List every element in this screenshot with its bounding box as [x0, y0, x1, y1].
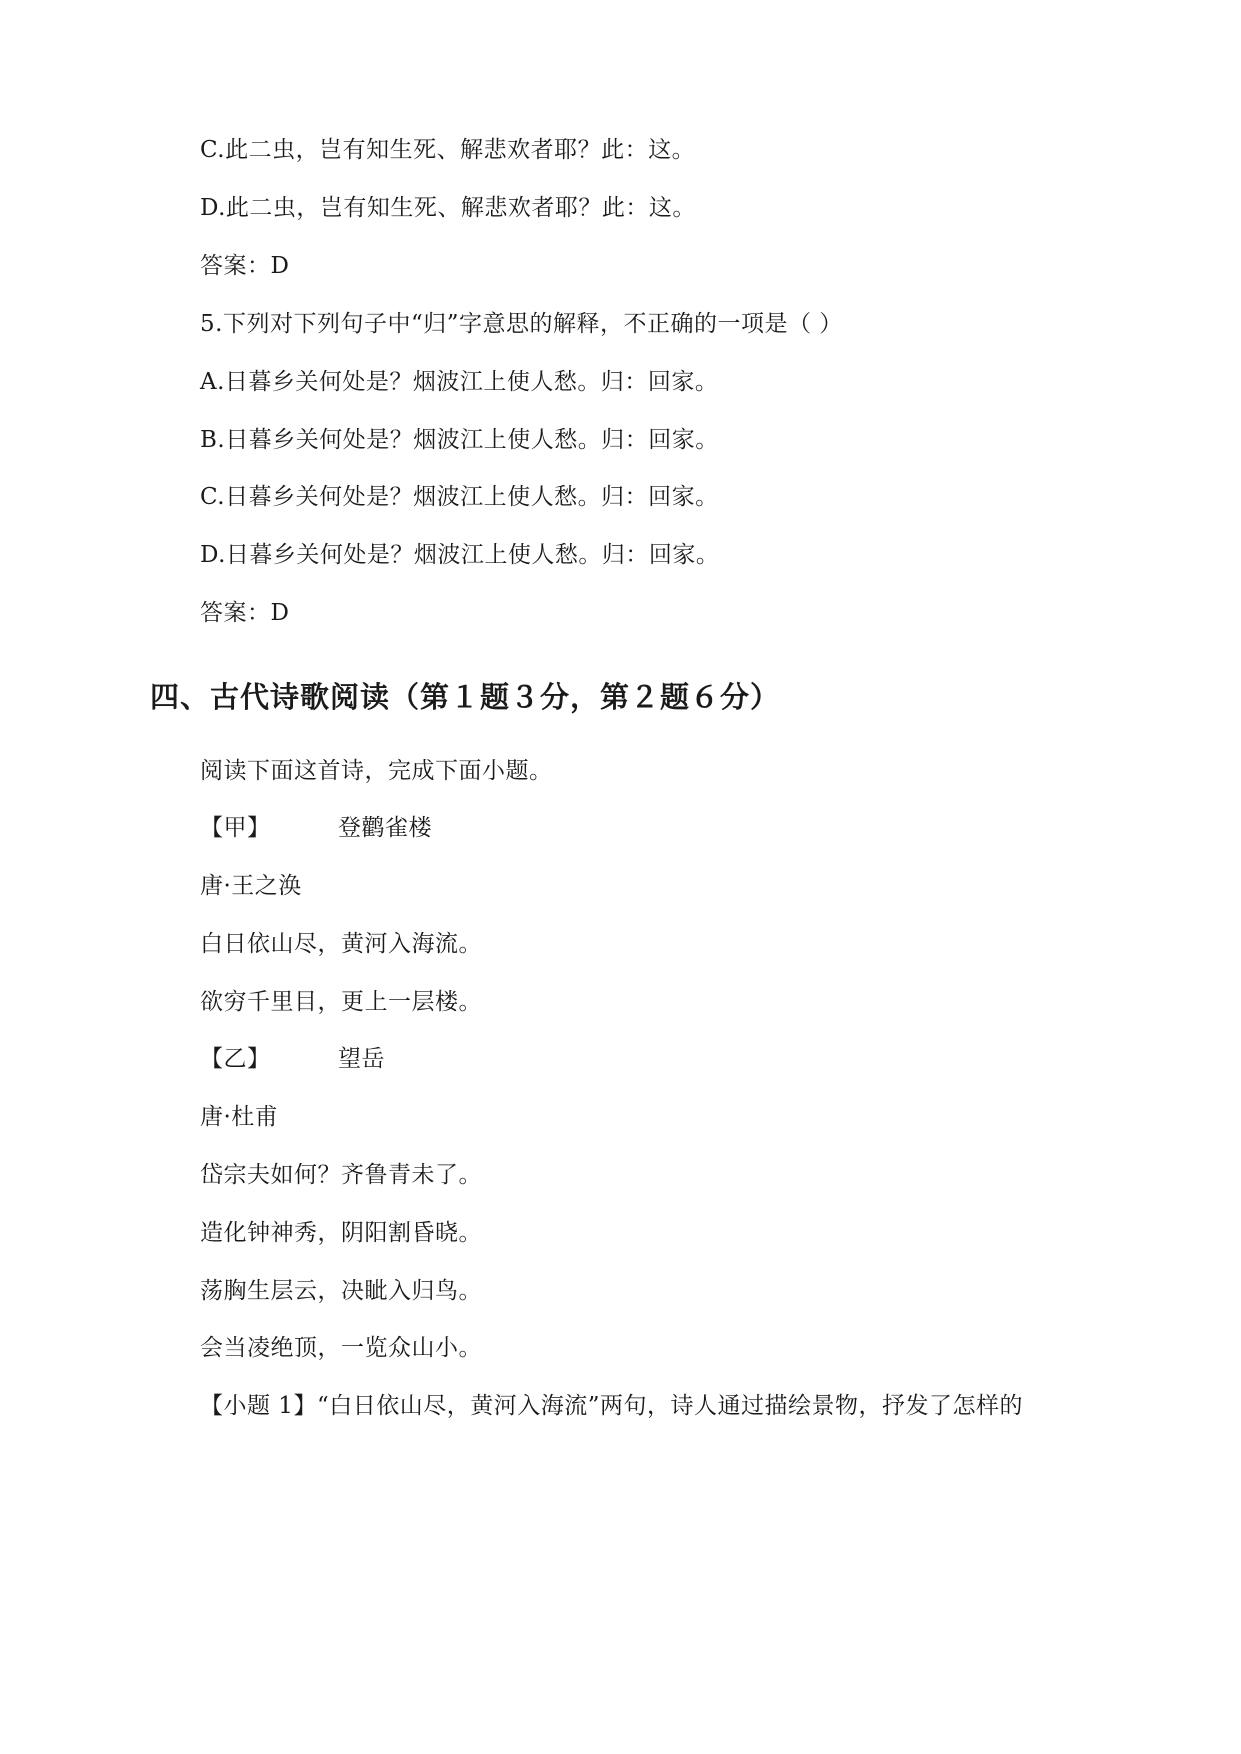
poem-a-title: 登鹳雀楼	[338, 815, 432, 841]
question-5-option-c: C.日暮乡关何处是？烟波江上使人愁。归：回家。	[200, 484, 719, 510]
poem-a-tag: 【甲】	[200, 815, 271, 841]
section-heading: 四、古代诗歌阅读（第１题３分，第２题６分）	[150, 680, 781, 714]
question-5-stem: 5.下列对下列句子中“归”字意思的解释，不正确的一项是（ ）	[200, 311, 843, 337]
question-5-option-b: B.日暮乡关何处是？烟波江上使人愁。归：回家。	[200, 427, 719, 453]
poem-b-title: 望岳	[338, 1046, 385, 1072]
poem-a-line: 白日依山尽，黄河入海流。	[200, 931, 482, 957]
poem-a-author: 唐·王之涣	[200, 873, 302, 899]
poem-a-title-row	[200, 813, 432, 843]
question-5-option-d: D.日暮乡关何处是？烟波江上使人愁。归：回家。	[200, 542, 720, 568]
question-5-answer: 答案：D	[200, 600, 290, 626]
poem-b-title-row	[200, 1044, 385, 1074]
sub-question-1: 【小题 1】“白日依山尽，黄河入海流”两句，诗人通过描绘景物，抒发了怎样的	[200, 1393, 1023, 1419]
poem-b-line: 荡胸生层云，决眦入归鸟。	[200, 1278, 482, 1304]
prev-option-d: D.此二虫，岂有知生死、解悲欢者耶？此：这。	[200, 195, 696, 221]
poem-b-line: 会当凌绝顶，一览众山小。	[200, 1335, 482, 1361]
prev-answer: 答案：D	[200, 253, 290, 279]
poem-b-line: 岱宗夫如何？齐鲁青未了。	[200, 1162, 482, 1188]
poem-b-line: 造化钟神秀，阴阳割昏晓。	[200, 1220, 482, 1246]
prev-option-c: C.此二虫，岂有知生死、解悲欢者耶？此：这。	[200, 137, 696, 163]
question-5-option-a: A.日暮乡关何处是？烟波江上使人愁。归：回家。	[200, 369, 719, 395]
poem-b-author: 唐·杜甫	[200, 1104, 279, 1130]
poem-b-tag: 【乙】	[200, 1046, 271, 1072]
reading-instruction: 阅读下面这首诗，完成下面小题。	[200, 758, 553, 784]
poem-a-line: 欲穷千里目，更上一层楼。	[200, 989, 482, 1015]
